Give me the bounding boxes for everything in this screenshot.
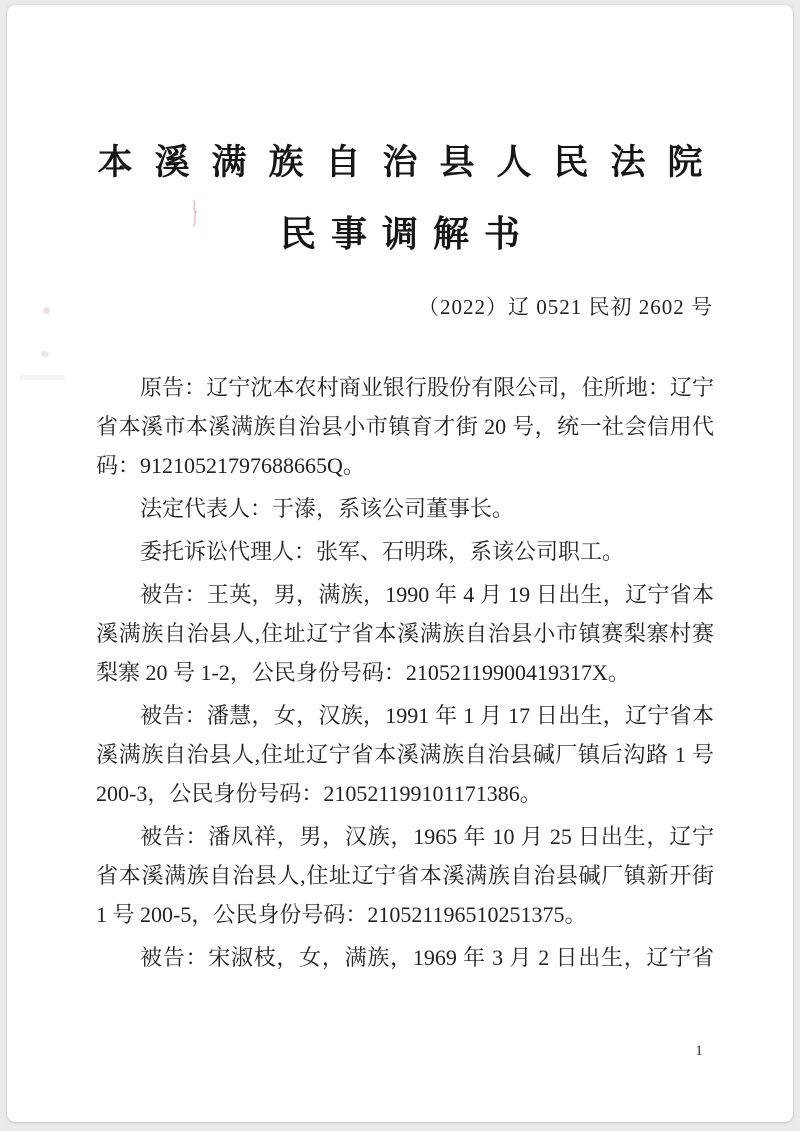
scan-smudge [19, 375, 65, 380]
text-line: 溪满族自治县人,住址辽宁省本溪满族自治县碱厂镇后沟路 1 号 [96, 742, 714, 767]
scan-stain-dot [43, 307, 50, 314]
paragraph-defendant-1 [96, 575, 714, 692]
text-line: 被告：王英，男，满族，1990 年 4 月 19 日出生，辽宁省本 [140, 582, 714, 607]
text-line: 省本溪满族自治县人,住址辽宁省本溪满族自治县碱厂镇新开街 [96, 863, 714, 888]
text-line: 被告：宋淑枝，女，满族，1969 年 3 月 2 日出生，辽宁省 [140, 945, 714, 970]
text-line: 1 号 200-5，公民身份号码：210521196510251375。 [96, 902, 587, 927]
paragraph-plaintiff [96, 368, 714, 485]
text-line: 码：91210521797688665Q。 [96, 453, 365, 478]
case-number: （2022）辽 0521 民初 2602 号 [418, 295, 713, 319]
text-line: 溪满族自治县人,住址辽宁省本溪满族自治县小市镇赛梨寨村赛 [96, 621, 714, 646]
text-line: 委托诉讼代理人：张军、石明珠，系该公司职工。 [140, 539, 625, 564]
document-body [96, 368, 714, 977]
text-line: 200-3，公民身份号码：210521199101171386。 [96, 781, 542, 806]
text-line: 被告：潘凤祥，男，汉族，1965 年 10 月 25 日出生，辽宁 [140, 824, 714, 849]
text-line: 原告：辽宁沈本农村商业银行股份有限公司，住所地：辽宁 [140, 375, 714, 400]
scan-stain-dot [41, 351, 49, 357]
page-number: 1 [695, 1043, 703, 1059]
document-page [7, 5, 793, 1122]
paragraph-defendant-4 [96, 938, 714, 977]
text-line: 梨寨 20 号 1-2，公民身份号码：21052119900419317X。 [96, 660, 630, 685]
text-line: 法定代表人：于溙，系该公司董事长。 [140, 496, 515, 521]
paragraph-defendant-2 [96, 696, 714, 813]
paragraph-defendant-3 [96, 817, 714, 934]
text-line: 被告：潘慧，女，汉族，1991 年 1 月 17 日出生，辽宁省本 [140, 703, 714, 728]
document-title: 民事调解书 [279, 214, 535, 254]
paragraph-litigation-agent [96, 532, 714, 571]
text-line: 省本溪市本溪满族自治县小市镇育才街 20 号，统一社会信用代 [96, 414, 714, 439]
paragraph-legal-representative [96, 489, 714, 528]
court-name-heading: 本溪满族自治县人民法院 [97, 143, 725, 182]
